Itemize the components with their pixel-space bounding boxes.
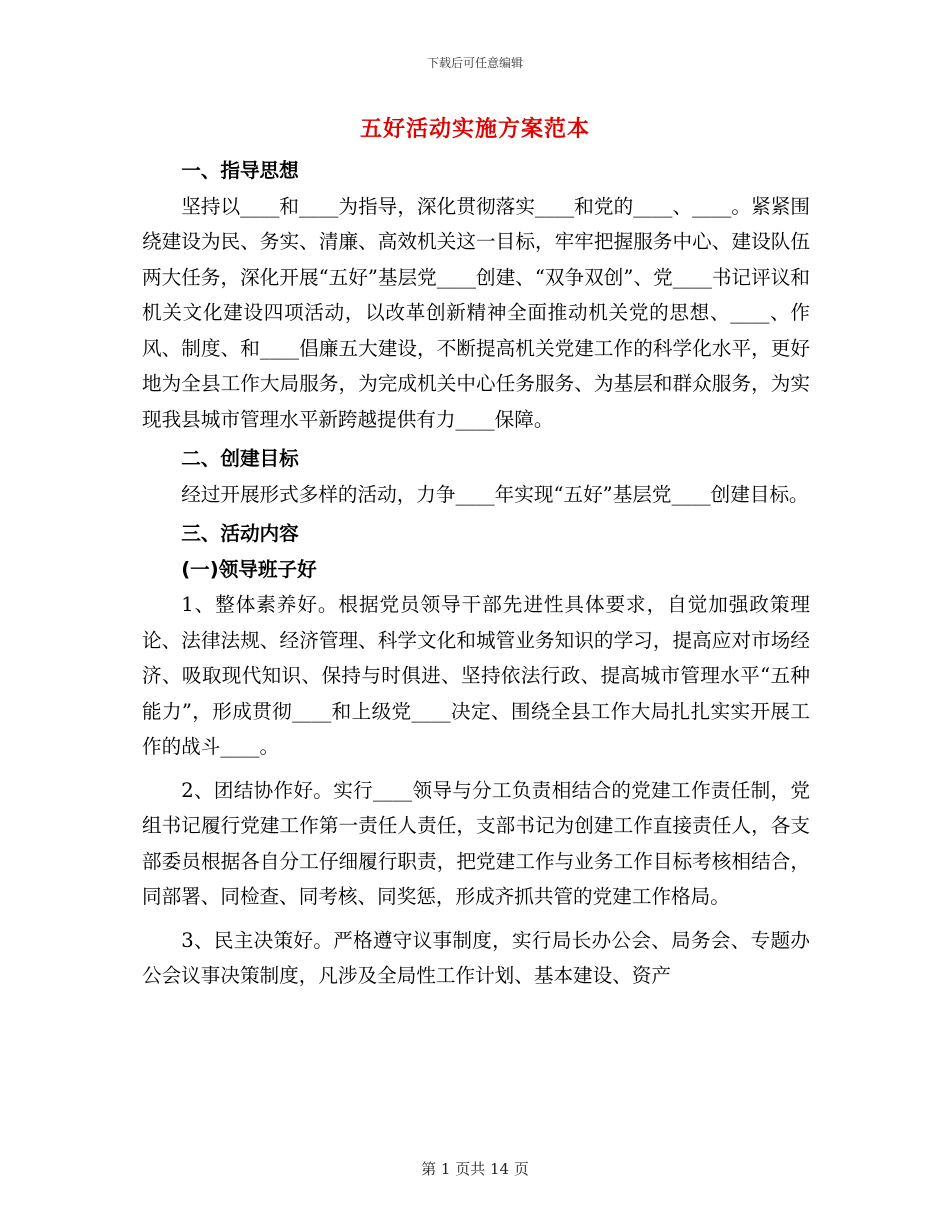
paragraph-item-1: 1、整体素养好。根据党员领导干部先进性具体要求，自觉加强政策理论、法律法规、经济管理、科学文化和城管业务知识的学习，提高应对市场经济、吸取现代知识、保持与时俱进、坚持依法行政、提高城市管理水平“五种能力”，形成贯彻____和上级党____决定、围绕全县工作大局扎扎实实开展工作的战斗____。 (142, 593, 810, 758)
paragraph-guiding-ideology: 坚持以____和____为指导，深化贯彻落实____和党的____、____。紧紧围绕建设为民、务实、清廉、高效机关这一目标，牢牢把握服务中心、建设队伍两大任务，深化开展“五好”基层党____创建、“双争双创”、党____书记评议和机关文化建设四项活动，以改革创新精神全面推动机关党的思想、____、作风、制度、和____倡廉五大建设，不断提高机关党建工作的科学化水平，更好地为全县工作大局服务，为完成机关中心任务服务、为基层和群众服务，为实现我县城市管理水平新跨越提供有力____保障。 (142, 194, 810, 431)
paragraph-goals: 经过开展形式多样的活动，力争____年实现“五好”基层党____创建目标。 (181, 482, 809, 506)
section-heading-guiding-ideology: 一、指导思想 (181, 159, 299, 182)
header-note: 下载后可任意编辑 (426, 56, 523, 70)
subsection-heading-leadership: (一)领导班子好 (181, 557, 317, 581)
section-heading-goals: 二、创建目标 (181, 447, 299, 470)
paragraph-item-2: 2、团结协作好。实行____领导与分工负责相结合的党建工作责任制，党组书记履行党建工作第一责任人责任，支部书记为创建工作直接责任人，各支部委员根据各自分工仔细履行职责，把党建工作与业务工作目标考核相结合，同部署、同检查、同考核、同奖惩，形成齐抓共管的党建工作格局。 (142, 778, 810, 908)
paragraph-item-3: 3、民主决策好。严格遵守议事制度，实行局长办公会、局务会、专题办公会议事决策制度，凡涉及全局性工作计划、基本建设、资产 (142, 928, 810, 987)
page-footer: 第 1 页共 14 页 (421, 1160, 529, 1178)
document-body (142, 153, 810, 994)
document-title: 五好活动实施方案范本 (359, 116, 590, 142)
section-heading-activities: 三、活动内容 (181, 522, 299, 545)
